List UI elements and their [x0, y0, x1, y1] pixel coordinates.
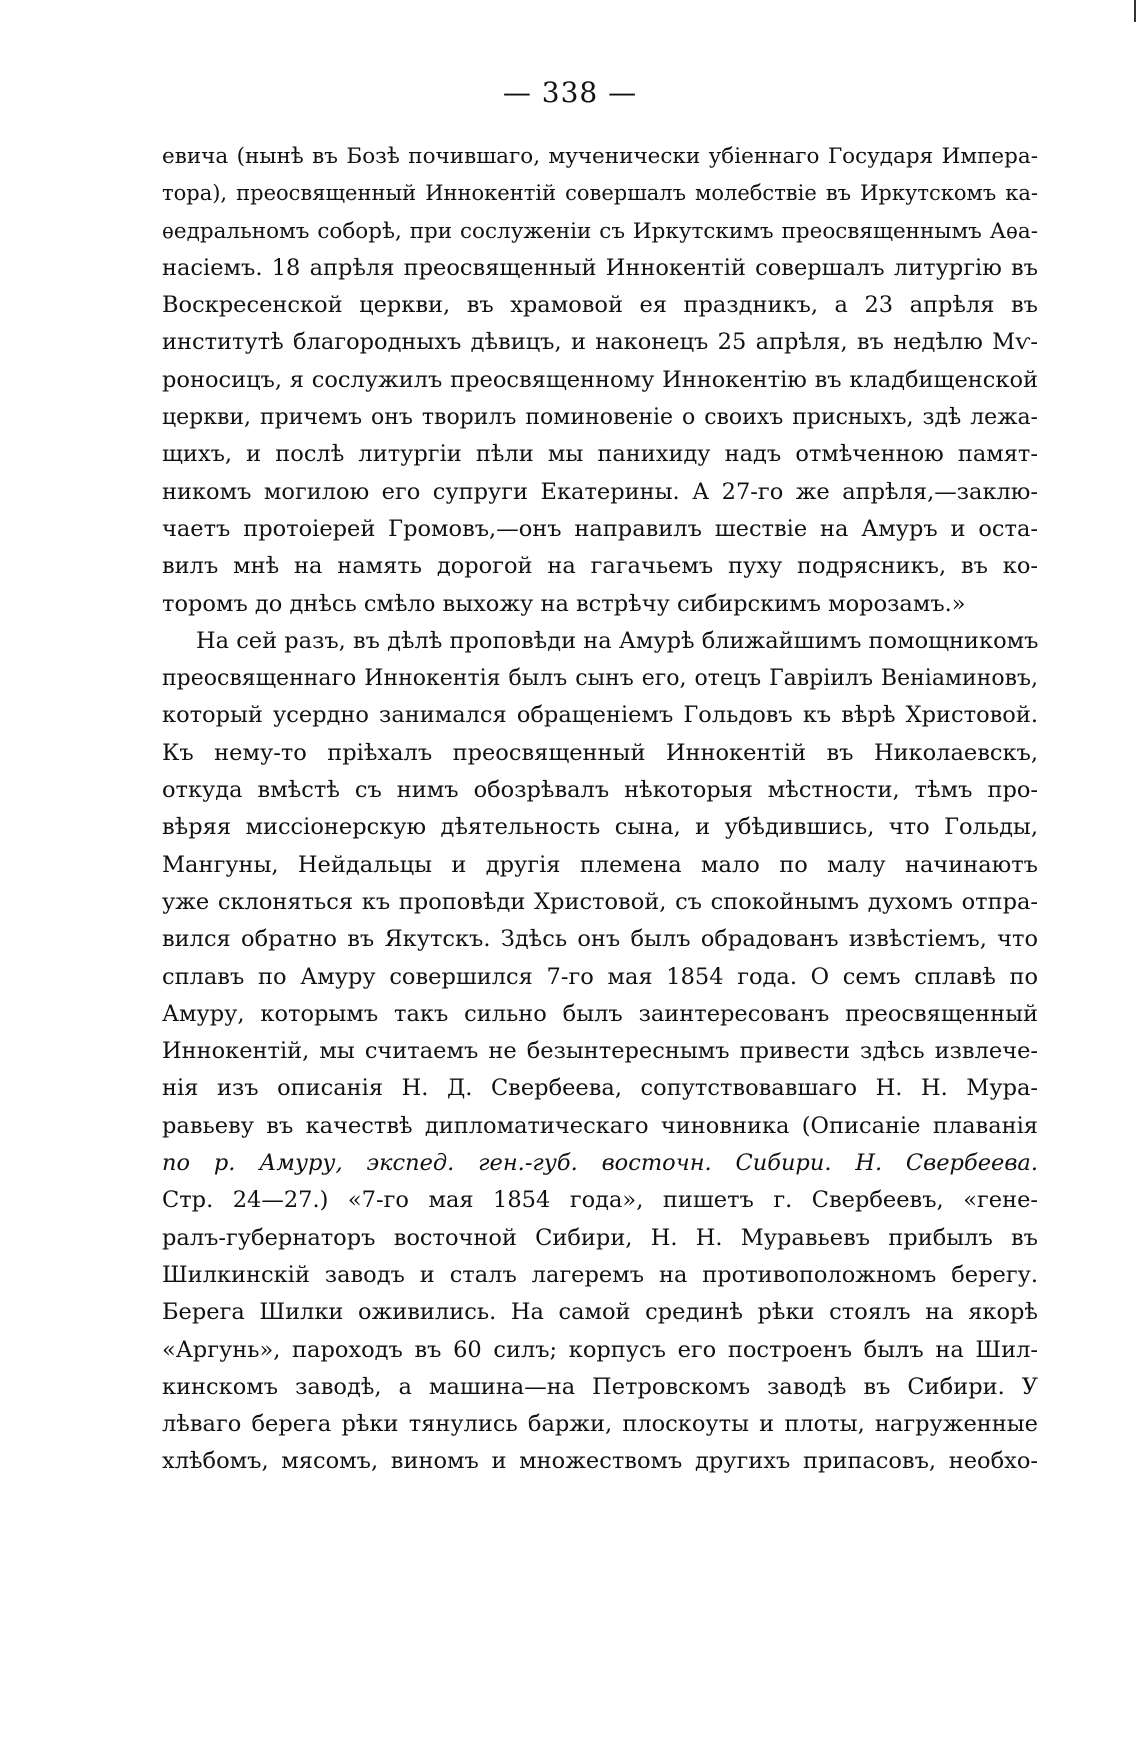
text-line: евича (нынѣ въ Бозѣ почившаго, мученически убіеннаго Государя Импера-	[162, 144, 1038, 169]
text-line: никомъ могилою его супруги Екатерины. А 27-го же апрѣля,—заклю-	[162, 478, 1038, 505]
text-line: церкви, причемъ онъ творилъ поминовеніе о своихъ присныхъ, здѣ лежа-	[162, 405, 1038, 431]
text-line: щихъ, и послѣ литургіи пѣли мы панихиду надъ отмѣченною памят-	[162, 441, 1038, 468]
text-line: тора), преосвященный Иннокентій совершалъ молебствіе въ Иркутскомъ ка-	[162, 181, 1038, 206]
text-line: ралъ-губернаторъ восточной Сибири, Н. Н. Муравьевъ прибылъ въ	[162, 1224, 1038, 1251]
text-line: преосвященнаго Иннокентія былъ сынъ его, отецъ Гавріилъ Веніаминовъ,	[162, 666, 1038, 692]
text-line: который усердно занимался обращеніемъ Гольдовъ къ вѣрѣ Христовой.	[162, 702, 1038, 729]
text-line: вилъ мнѣ на намять дорогой на гагачьемъ пуху подрясникъ, въ ко-	[162, 553, 1038, 580]
text-line: вился обратно въ Якутскъ. Здѣсь онъ былъ обрадованъ извѣстіемъ, что	[162, 926, 1038, 953]
text-line: Берега Шилки оживились. На самой срединѣ рѣки стоялъ на якорѣ	[162, 1299, 1038, 1326]
page-edge-mark	[1134, 0, 1136, 22]
text-line: «Аргунь», пароходъ въ 60 силъ; корпусъ его построенъ былъ на Шил-	[162, 1336, 1038, 1363]
text-line: роносицъ, я сослужилъ преосвященному Иннокентію въ кладбищенской	[162, 366, 1038, 393]
text-line: хлѣбомъ, мясомъ, виномъ и множествомъ другихъ припасовъ, необхо-	[162, 1448, 1038, 1475]
text-line: нія изъ описанія Н. Д. Свербеева, сопутствовавшаго Н. Н. Мура-	[162, 1075, 1038, 1102]
page-number: — 338 —	[502, 76, 638, 109]
text-line: торомъ до днѣсь смѣло выхожу на встрѣчу сибирскимъ морозамъ.»	[162, 590, 966, 617]
text-line: институтѣ благородныхъ дѣвицъ, и наконецъ 25 апрѣля, въ недѣлю Мѵ-	[162, 329, 1038, 356]
text-line: Мангуны, Нейдальцы и другія племена мало по малу начинаютъ	[162, 851, 1038, 878]
text-line: Стр. 24—27.) «7-го мая 1854 года», пишетъ г. Свербеевъ, «гене-	[162, 1187, 1038, 1214]
text-line: Къ нему-то пріѣхалъ преосвященный Иннокентій въ Николаевскъ,	[162, 739, 1038, 766]
text-line: ѳедральномъ соборѣ, при сослуженіи съ Иркутскимъ преосвященнымъ Аѳа-	[162, 218, 1038, 244]
text-line: Воскресенской церкви, въ храмовой ея праздникъ, а 23 апрѣля въ	[162, 292, 1038, 319]
text-line: Шилкинскій заводъ и сталъ лагеремъ на противоположномъ берегу.	[162, 1261, 1038, 1288]
text-line: откуда вмѣстѣ съ нимъ обозрѣвалъ нѣкоторыя мѣстности, тѣмъ про-	[162, 777, 1038, 804]
text-line: вѣряя миссіонерскую дѣятельность сына, и убѣдившись, что Гольды,	[162, 814, 1038, 841]
citation-line: по р. Амуру, экспед. ген.-губ. восточн. Сибири. Н. Свербеева.	[162, 1150, 1038, 1177]
text-line: Амуру, которымъ такъ сильно былъ заинтересованъ преосвященный	[162, 1000, 1038, 1027]
text-line: сплавъ по Амуру совершился 7-го мая 1854 года. О семъ сплавѣ по	[162, 963, 1038, 990]
text-line: кинскомъ заводѣ, а машина—на Петровскомъ заводѣ въ Сибири. У	[162, 1373, 1038, 1400]
body-text	[162, 138, 1038, 1481]
text-line: насіемъ. 18 апрѣля преосвященный Иннокентій совершалъ литургію въ	[162, 254, 1038, 281]
text-line: равьеву въ качествѣ дипломатическаго чиновника (Описаніе плаванія	[162, 1112, 1038, 1139]
text-line: лѣваго берега рѣки тянулись баржи, плоскоуты и плоты, нагруженные	[162, 1411, 1038, 1438]
text-line: Иннокентій, мы считаемъ не безынтереснымъ привести здѣсь извлече-	[162, 1038, 1038, 1065]
text-line: уже склоняться къ проповѣди Христовой, съ спокойнымъ духомъ отпра-	[162, 888, 1038, 915]
text-line: чаетъ протоіерей Громовъ,—онъ направилъ шествіе на Амуръ и оста-	[162, 515, 1038, 542]
paragraph-first-line: На сей разъ, въ дѣлѣ проповѣди на Амурѣ ближайшимъ помощникомъ	[196, 627, 1038, 654]
